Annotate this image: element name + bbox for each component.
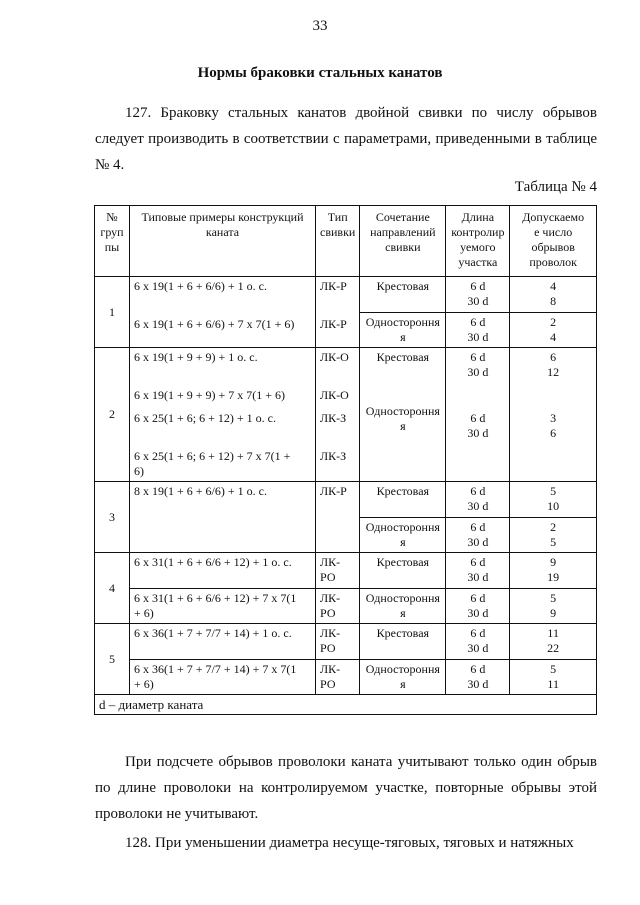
group-number: 4: [95, 553, 130, 624]
lay-direction-cell: Одностороння я: [360, 589, 446, 624]
length-cell: 6 d 30 d: [446, 624, 510, 660]
table-row: [95, 589, 597, 624]
table-row: [95, 348, 597, 482]
table-row: [95, 624, 597, 660]
section-title: Нормы браковки стальных канатов: [197, 65, 443, 81]
header-length: Длина контролир уемого участка: [446, 206, 510, 277]
length-cell: 6 d 30 d: [446, 553, 510, 589]
breaks-cell: 2 4: [510, 313, 597, 348]
length-cell: 6 d 30 d: [446, 482, 510, 518]
lay-direction-cell: Одностороння я: [360, 518, 446, 553]
table-row: [95, 482, 597, 518]
lay-direction-cell: Одностороння я: [360, 660, 446, 695]
breaks-cell: 9 19: [510, 553, 597, 589]
lay-type-cell: ЛК-РО: [316, 553, 360, 589]
lay-direction-cell: Крестовая Одностороння я: [360, 348, 446, 482]
construction-cell: 8 x 19(1 + 6 + 6/6) + 1 о. с.: [130, 482, 316, 553]
group-number: 2: [95, 348, 130, 482]
length-cell: 6 d 30 d: [446, 589, 510, 624]
paragraph-128: 128. При уменьшении диаметра несуще-тяговых, тяговых и натяжных: [125, 835, 574, 851]
lay-direction-cell: Крестовая: [360, 624, 446, 660]
lay-direction-cell: Крестовая: [360, 553, 446, 589]
rope-rejection-table: [94, 205, 597, 715]
breaks-cell: 5 11: [510, 660, 597, 695]
paragraph-note: При подсчете обрывов проволоки каната учитывают только один обрыв по длине проволоки на контролируемом участке, повторные обрывы этой проволоки не учитывают.: [95, 754, 597, 822]
group-number: 3: [95, 482, 130, 553]
length-cell: 6 d 30 d 6 d 30 d: [446, 348, 510, 482]
construction-cell: 6 x 36(1 + 7 + 7/7 + 14) + 1 о. с.: [130, 624, 316, 660]
header-lay-direction: Сочетание направлений свивки: [360, 206, 446, 277]
construction-cell: 6 x 19(1 + 9 + 9) + 1 о. с. 6 x 19(1 + 9 + 9) + 7 x 7(1 + 6) 6 x 25(1 + 6; 6 + 12) + 1 о. с. 6 x 25(1 + 6; 6 + 12) + 7 x 7(1 + 6): [130, 348, 316, 482]
header-construction: Типовые примеры конструкций каната: [130, 206, 316, 277]
breaks-cell: 11 22: [510, 624, 597, 660]
breaks-cell: 6 12 3 6: [510, 348, 597, 482]
construction-cell: 6 x 36(1 + 7 + 7/7 + 14) + 7 x 7(1 + 6): [130, 660, 316, 695]
table-row: [95, 277, 597, 313]
length-cell: 6 d 30 d: [446, 660, 510, 695]
breaks-cell: 4 8: [510, 277, 597, 313]
breaks-cell: 5 9: [510, 589, 597, 624]
construction-cell: 6 x 19(1 + 6 + 6/6) + 1 о. с. 6 x 19(1 + 6 + 6/6) + 7 x 7(1 + 6): [130, 277, 316, 348]
page-number: 33: [312, 18, 328, 34]
table-row: [95, 553, 597, 589]
lay-type-cell: ЛК-Р: [316, 482, 360, 553]
construction-cell: 6 x 31(1 + 6 + 6/6 + 12) + 1 о. с.: [130, 553, 316, 589]
header-allowed-breaks: Допускаемо е число обрывов проволок: [510, 206, 597, 277]
breaks-cell: 2 5: [510, 518, 597, 553]
lay-type-cell: ЛК-О ЛК-О ЛК-З ЛК-З: [316, 348, 360, 482]
lay-type-cell: ЛК-РО: [316, 589, 360, 624]
lay-direction-cell: Одностороння я: [360, 313, 446, 348]
lay-direction-cell: Крестовая: [360, 277, 446, 313]
header-lay-type: Тип свивки: [316, 206, 360, 277]
length-cell: 6 d 30 d: [446, 277, 510, 313]
lay-direction-cell: Крестовая: [360, 482, 446, 518]
table-header-row: [95, 206, 597, 277]
lay-type-cell: ЛК-Р ЛК-Р: [316, 277, 360, 348]
length-cell: 6 d 30 d: [446, 518, 510, 553]
group-number: 5: [95, 624, 130, 695]
table-note: d – диаметр каната: [95, 695, 597, 715]
paragraph-127: 127. Браковку стальных канатов двойной свивки по числу обрывов следует производить в соответствии с параметрами, приведенными в таблице № 4.: [95, 105, 597, 173]
lay-type-cell: ЛК-РО: [316, 624, 360, 660]
header-group-number: № груп пы: [95, 206, 130, 277]
table-label: Таблица № 4: [514, 179, 597, 195]
breaks-cell: 5 10: [510, 482, 597, 518]
table-row: [95, 660, 597, 695]
group-number: 1: [95, 277, 130, 348]
table-note-row: [95, 695, 597, 715]
length-cell: 6 d 30 d: [446, 313, 510, 348]
lay-type-cell: ЛК-РО: [316, 660, 360, 695]
construction-cell: 6 x 31(1 + 6 + 6/6 + 12) + 7 x 7(1 + 6): [130, 589, 316, 624]
